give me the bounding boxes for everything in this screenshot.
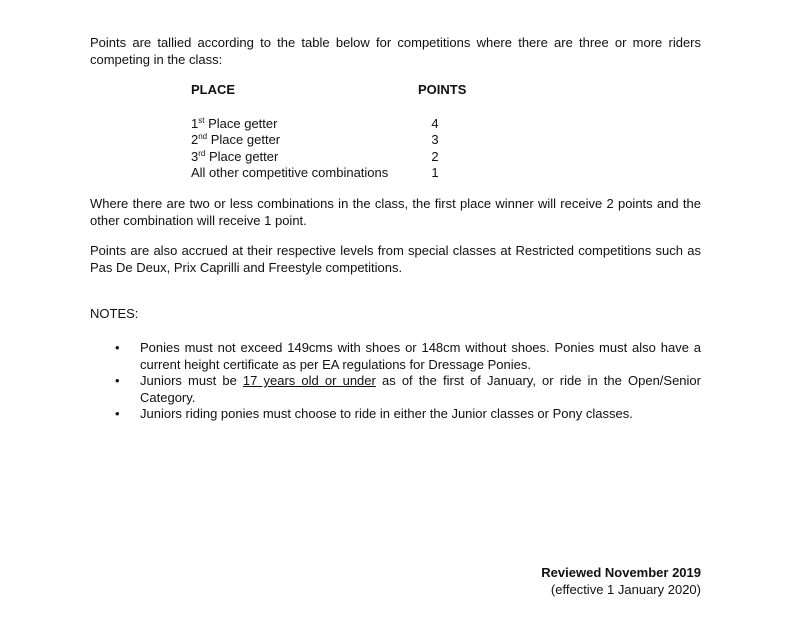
table-row <box>191 116 491 133</box>
effective-date: (effective 1 January 2020) <box>550 581 701 597</box>
place-cell: 3rd Place getter <box>191 148 279 164</box>
points-column-header: POINTS <box>418 82 467 97</box>
list-item <box>90 340 701 373</box>
points-table-header <box>191 82 491 99</box>
place-cell: 2nd Place getter <box>191 132 281 147</box>
points-table <box>191 82 491 182</box>
points-cell: 1 <box>431 165 439 180</box>
place-cell: All other competitive combinations <box>191 165 389 180</box>
note-text: Juniors must be 17 years old or under as of the first of January, or ride in the Open/Senior Category. <box>140 373 701 405</box>
table-row <box>191 132 491 149</box>
table-row <box>191 165 491 182</box>
intro-paragraph: Points are tallied according to the table below for competitions where there are three or more riders competing in the class: <box>90 35 701 67</box>
table-row <box>191 149 491 166</box>
list-item <box>90 406 701 423</box>
place-column-header: PLACE <box>191 82 236 97</box>
review-footer <box>541 565 701 598</box>
list-item <box>90 373 701 406</box>
special-classes-paragraph: Points are also accrued at their respective levels from special classes at Restricted competitions such as Pas De Deux, Prix Caprilli and Freestyle competitions. <box>90 243 701 275</box>
bullet-icon: • <box>115 340 120 355</box>
note-text: Juniors riding ponies must choose to ride in either the Junior classes or Pony classes. <box>140 406 633 421</box>
points-cell: 3 <box>431 132 439 147</box>
note-text: Ponies must not exceed 149cms with shoes or 148cm without shoes. Ponies must also have a current height certificate as per EA regulations for Dressage Ponies. <box>140 340 701 372</box>
bullet-icon: • <box>115 373 120 388</box>
place-cell: 1st Place getter <box>191 115 278 131</box>
notes-heading: NOTES: <box>90 306 139 321</box>
points-cell: 4 <box>431 115 439 131</box>
underlined-age-limit: 17 years old or under <box>242 373 376 388</box>
notes-list <box>90 340 701 423</box>
reviewed-date: Reviewed November 2019 <box>541 565 701 580</box>
points-cell: 2 <box>431 148 439 164</box>
bullet-icon: • <box>115 406 120 421</box>
two-or-less-paragraph: Where there are two or less combinations in the class, the first place winner will receive 2 points and the other combination will receive 1 point. <box>90 196 701 228</box>
